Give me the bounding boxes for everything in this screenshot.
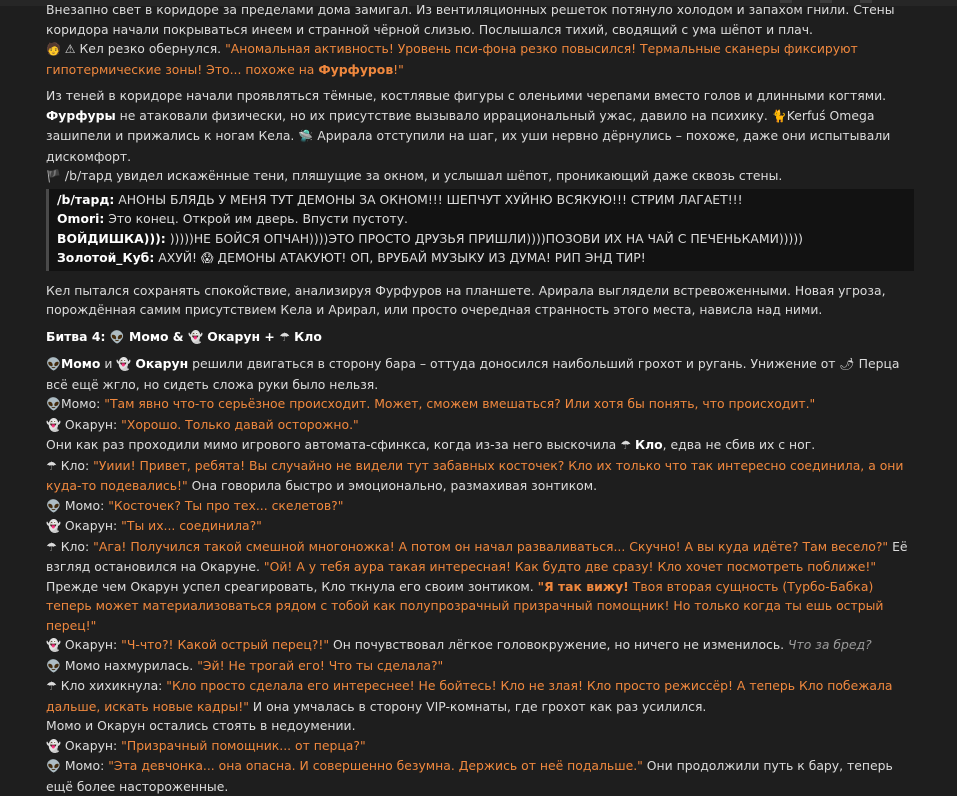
speaker: Окарун: — [64, 518, 118, 533]
text: Прежде чем Окарун успел среагировать, Кло ткнула его своим зонтиком. — [46, 578, 534, 594]
scene-line — [46, 354, 914, 394]
quote: "Ч-что?! Какой острый перец?!" — [121, 637, 330, 652]
quote: "Уиии! Привет, ребята! Вы случайно не видели тут забавных косточек? Кло их только что так интересно соединила, а они куда-то подевались!" — [46, 457, 904, 493]
scene-line — [46, 496, 914, 517]
scene-line — [46, 716, 914, 736]
scene-line — [46, 537, 914, 577]
chat-text: Это конец. Открой им дверь. Впусти пустоту. — [108, 211, 408, 226]
text: Они продолжили путь к бару, теперь ещё более настороженные. — [46, 758, 893, 794]
battle-label: Битва 4: — [46, 328, 106, 344]
quote: !" — [393, 61, 404, 77]
battle-okarun: Окарун + — [207, 328, 275, 344]
alien-icon: 👽 — [46, 759, 61, 773]
text: Внезапно свет в коридоре за пределами дома замигал. Из вентиляционных решеток потянуло холодом и запахом гнили. Стены коридора начали покрываться инеем и странной чёрной слизью. Послышался тихий, сводящий с ума шёпот и плач. — [46, 2, 895, 37]
chat-line — [57, 229, 914, 249]
speaker: Кло: — [60, 457, 90, 473]
ufo-icon: 🛸 — [298, 129, 314, 143]
quote-bold: "Я так вижу! — [537, 578, 629, 594]
umbrella-icon: ☂ — [279, 329, 290, 344]
scene-line — [46, 736, 914, 757]
quote: "Там явно что-то серьёзное происходит. Может, сможем вмешаться? Или хотя бы понять, что происходит." — [104, 396, 816, 411]
alien-icon: 👽 — [46, 397, 61, 411]
paragraph-intro — [46, 0, 914, 39]
alien-icon: 👽 — [109, 329, 125, 344]
alien-icon: 👽 — [46, 658, 61, 673]
quote: "Ты их... соединила?" — [121, 518, 262, 533]
text: Кел резко обернулся. — [79, 41, 222, 56]
chat-author: Золотой_Куб: — [57, 250, 155, 265]
paragraph-furfury — [46, 86, 914, 166]
text: Арирала отступили на шаг, их уши нервно дёрнулись – похоже, даже они испытывали дискомфорт. — [46, 128, 891, 164]
speaker: Окарун: — [64, 637, 118, 652]
umbrella-icon: ☂ — [46, 458, 57, 473]
text: не атаковали физически, но их присутствие вызывало иррациональный ужас, давило на психику. — [119, 107, 768, 123]
chat-line — [57, 190, 914, 210]
battle-klo: Кло — [294, 328, 322, 344]
chat-line — [57, 209, 914, 229]
name-momo: Момо — [60, 356, 101, 371]
scene-line — [46, 676, 914, 716]
text: Перца всё ещё жгло, но сидеть сложа руки было нельзя. — [46, 356, 900, 392]
scene-line — [46, 415, 914, 436]
scene-line — [46, 756, 914, 796]
name-furfury: Фурфуры — [46, 107, 116, 123]
scene-line — [46, 394, 914, 415]
ghost-icon: 👻 — [46, 738, 61, 753]
name-okarun: Окарун — [135, 356, 189, 371]
chat-line — [57, 248, 914, 269]
text: Момо нахмурилась. — [64, 657, 194, 673]
battle-header — [46, 327, 914, 348]
umbrella-icon: ☂ — [620, 438, 631, 452]
speaker: Окарун: — [64, 416, 118, 432]
text: Он почувствовал лёгкое головокружение, но ничего не изменилось. — [332, 637, 785, 652]
scene-line — [46, 456, 914, 496]
quote: "Эта девчонка... она опасна. И совершенно безумна. Держись от неё подальше." — [108, 758, 643, 773]
scene-line — [46, 435, 914, 456]
scream-icon: 😱 — [200, 251, 214, 265]
text: /b/тард увидел искажённые тени, пляшущие за окном, и услышал шёпот, проникающий даже сквозь стены. — [64, 168, 783, 183]
text: И она умчалась в сторону VIP-комнаты, где грохот как раз усилился. — [252, 698, 707, 714]
chat-text: )))))НЕ БОЙСЯ ОПЧАН))))ЭТО ПРОСТО ДРУЗЬЯ ПРИШЛИ))))ПОЗОВИ ИХ НА ЧАЙ С ПЕЧЕНЬКАМИ))))) — [169, 230, 804, 246]
highlight-name: Фурфуров — [318, 61, 394, 77]
quote: "Кло просто сделала его интереснее! Не бойтесь! Кло не злая! Кло просто режиссёр! А теперь Кло побежала дальше, искать новые кадры!" — [46, 678, 893, 714]
chat-quote-block — [46, 189, 914, 271]
text: Её взгляд остановился на Окаруне. — [46, 538, 908, 574]
text: Kerfuś Omega зашипели и прижались к ногам Кела. — [46, 107, 875, 143]
quote: "Ага! Получился такой смешной многоножка! А потом он начал разваливаться... Скучно! А вы куда идёте? Там весело?" — [93, 538, 889, 554]
text: Она говорила быстро и эмоционально, размахивая зонтиком. — [191, 478, 598, 493]
ghost-icon: 👻 — [46, 638, 61, 652]
speaker: Окарун: — [64, 737, 118, 753]
ghost-icon: 👻 — [187, 329, 203, 344]
scene-line — [46, 516, 914, 537]
text: Кло хихикнула: — [60, 678, 163, 693]
text: Момо и Окарун остались стоять в недоумении. — [46, 718, 356, 733]
text: и — [104, 356, 113, 371]
chat-text: АНОНЫ БЛЯДЬ У МЕНЯ ТУТ ДЕМОНЫ ЗА ОКНОМ!!! ШЕПЧУТ ХУЙНЮ ВСЯКУЮ!!! СТРИМ ЛАГАЕТ!!! — [118, 191, 743, 207]
chat-author: /b/тард: — [57, 191, 115, 207]
name-klo: Кло — [634, 437, 663, 452]
alien-icon: 👽 — [46, 357, 61, 371]
cat-icon: 🐈 — [771, 108, 787, 123]
quote: "Призрачный помощник... от перца?" — [121, 737, 366, 753]
scene-line — [46, 635, 914, 656]
scene-line — [46, 577, 914, 636]
speaker: Момо: — [60, 396, 101, 411]
story-content — [46, 0, 914, 796]
speaker: Момо: — [64, 758, 105, 773]
flag-icon: 🏴 — [46, 169, 61, 183]
paragraph-kel — [46, 39, 914, 79]
umbrella-icon: ☂ — [46, 539, 57, 554]
text: Кел пытался сохранять спокойствие, анализируя Фурфуров на планшете. Арирала выглядели встревоженными. Новая угроза, порождённая самим присутствием Кела и Арирал, или просто очередная странность этого места, нависла над ними. — [46, 282, 886, 317]
quote: "Косточек? Ты про тех... скелетов?" — [108, 497, 344, 513]
speaker: Кло: — [60, 538, 90, 554]
battle-momo: Момо & — [129, 328, 184, 344]
ghost-icon: 👻 — [46, 519, 61, 533]
quote: "Ой! А у тебя аура такая интересная! Как будто две сразу! Кло хочет посмотреть поближе!" — [263, 559, 877, 574]
alien-icon: 👽 — [46, 498, 61, 513]
text: решили двигаться в сторону бара – оттуда доносился наибольший грохот и ругань. Унижение от — [192, 356, 836, 371]
quote: "Аномальная активность! Уровень пси-фона резко повысился! Термальные сканеры фиксируют гипотермические зоны! Это... похоже на — [46, 41, 858, 77]
chat-text: АХУЙ! — [158, 250, 198, 265]
chat-author: Omori: — [57, 211, 105, 226]
umbrella-icon: ☂ — [46, 679, 57, 693]
text: Они как раз проходили мимо игрового автомата-сфинкса, когда из-за него выскочила — [46, 437, 617, 452]
quote: "Хорошо. Только давай осторожно." — [121, 416, 359, 432]
quote: "Эй! Не трогай его! Что ты сделала?" — [197, 657, 444, 673]
text: Из теней в коридоре начали проявляться тёмные, костлявые фигуры с оленьими черепами вместо голов и длинными когтями. — [46, 88, 887, 103]
ghost-icon: 👻 — [116, 357, 132, 371]
chat-author: ВОЙДИШКА))): — [57, 230, 166, 246]
chat-text: ДЕМОНЫ АТАКУЮТ! ОП, ВРУБАЙ МУЗЫКУ ИЗ ДУМА! РИП ЭНД ТИР! — [217, 250, 646, 265]
thought: Что за бред? — [788, 637, 872, 652]
text: , едва не сбив их с ног. — [662, 437, 816, 452]
pepper-icon: 🌶 — [839, 357, 855, 371]
kel-icon: 🧑 ⚠ — [46, 42, 76, 56]
paragraph-btard — [46, 166, 914, 187]
paragraph-kel-calm — [46, 281, 914, 320]
speaker: Момо: — [64, 497, 105, 513]
ghost-icon: 👻 — [46, 417, 61, 432]
scene-line — [46, 656, 914, 677]
quote: Твоя вторая сущность (Турбо-Бабка) теперь может материализоваться рядом с тобой как полупрозрачный призрачный помощник! Но только когда ты ешь острый перец!" — [46, 578, 884, 633]
